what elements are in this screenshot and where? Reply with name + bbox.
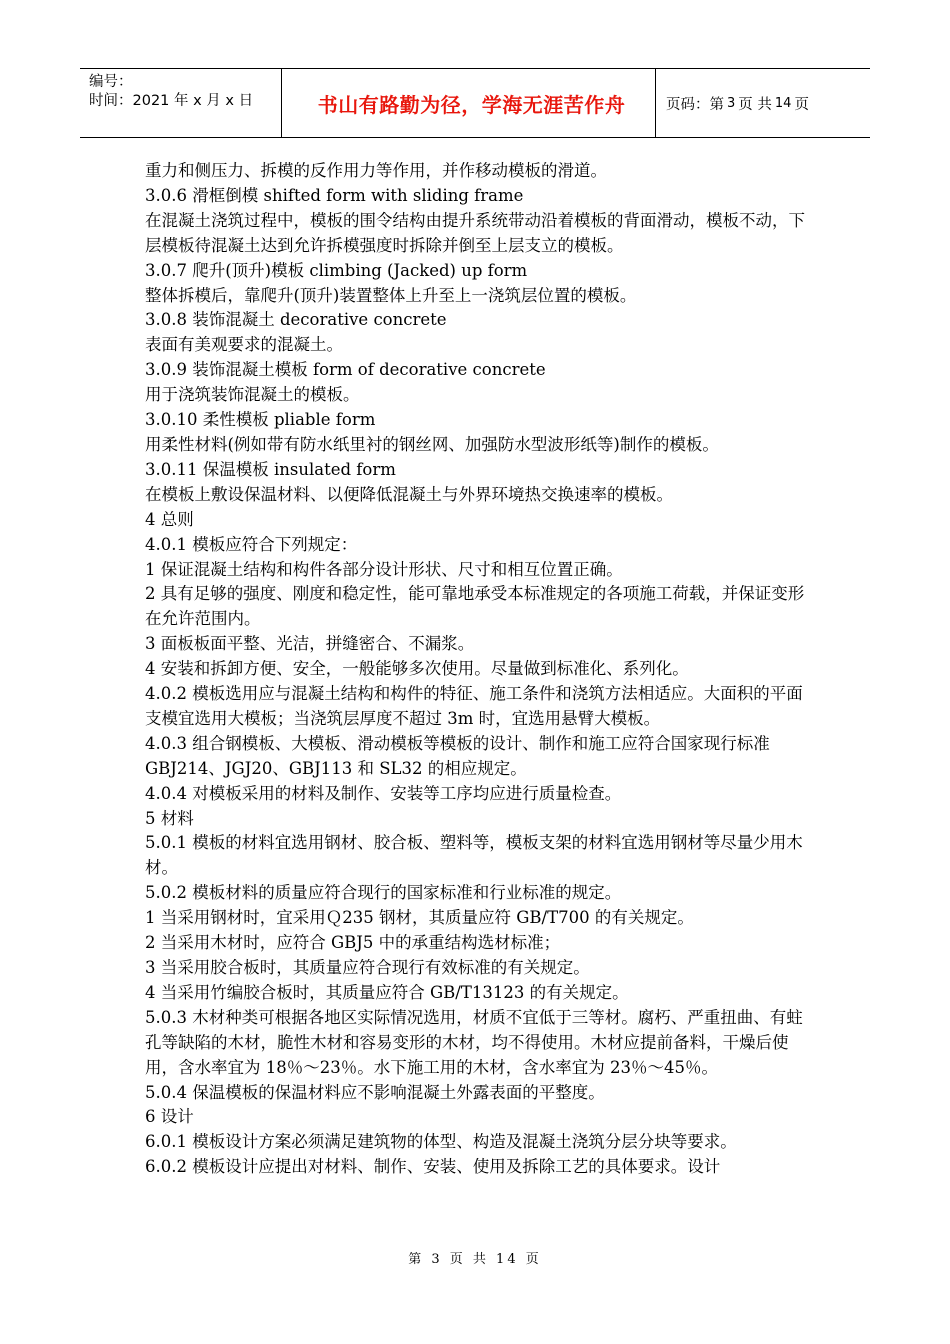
body-paragraph: 整体拆模后，靠爬升(顶升)装置整体上升至上一浇筑层位置的模板。: [145, 285, 637, 305]
header-page-info: [656, 69, 870, 137]
body-paragraph: 用柔性材料(例如带有防水纸里衬的钢丝网、加强防水型波形纸等)制作的模板。: [145, 434, 719, 454]
body-paragraph: 3.0.11 保温模板 insulated form: [145, 459, 396, 479]
body-paragraph: 5.0.4 保温模板的保温材料应不影响混凝土外露表面的平整度。: [145, 1082, 605, 1102]
body-paragraph: 4.0.2 模板选用应与混凝土结构和构件的特征、施工条件和浇筑方法相适应。大面积的平面支模宜选用大模板；当浇筑层厚度不超过 3m 时，宜选用悬臂大模板。: [145, 684, 803, 728]
body-paragraph: 在混凝土浇筑过程中，模板的围令结构由提升系统带动沿着模板的背面滑动，模板不动，下层模板待混凝土达到允许拆模强度时拆除并倒至上层支立的模板。: [145, 210, 805, 255]
body-paragraph: 表面有美观要求的混凝土。: [145, 335, 343, 355]
body-paragraph: 6 设计: [145, 1107, 194, 1127]
body-paragraph: 用于浇筑装饰混凝土的模板。: [145, 385, 360, 405]
document-body: [145, 159, 817, 1180]
document-number-label: 编号：: [89, 74, 133, 90]
body-paragraph: 1 当采用钢材时，宜采用Ｑ235 钢材，其质量应符 GB/T700 的有关规定。: [145, 908, 694, 928]
body-paragraph: 3.0.7 爬升(顶升)模板 climbing (Jacked) up form: [145, 260, 528, 280]
header-motto: 书山有路勤为径，学海无涯苦作舟: [317, 92, 626, 117]
body-paragraph: 4.0.4 对模板采用的材料及制作、安装等工序均应进行质量检查。: [145, 783, 622, 803]
body-paragraph: 4.0.3 组合钢模板、大模板、滑动模板等模板的设计、制作和施工应符合国家现行标准 GBJ214、JGJ20、GBJ113 和 SL32 的相应规定。: [145, 733, 770, 778]
page-total: 14: [774, 95, 792, 111]
body-paragraph: 重力和侧压力、拆模的反作用力等作用，并作移动模板的滑道。: [145, 161, 607, 180]
body-paragraph: 3.0.10 柔性模板 pliable form: [145, 410, 376, 430]
document-date: 时间：2021 年 x 月 x 日: [89, 93, 254, 109]
page-footer: 第 3 页 共 14 页: [408, 1252, 542, 1267]
header-motto-cell: [282, 69, 656, 137]
body-paragraph: 4 安装和拆卸方便、安全，一般能够多次使用。尽量做到标准化、系列化。: [145, 659, 689, 679]
body-paragraph: 3.0.6 滑框倒模 shifted form with sliding frame: [145, 185, 524, 205]
body-paragraph: 2 具有足够的强度、刚度和稳定性，能可靠地承受本标准规定的各项施工荷载，并保证变形在允许范围内。: [145, 584, 805, 629]
body-paragraph: 3 面板板面平整、光洁，拼缝密合、不漏浆。: [145, 634, 475, 654]
page-mid: 页 共: [738, 96, 772, 113]
body-paragraph: 3.0.9 装饰混凝土模板 form of decorative concrete: [145, 360, 546, 380]
page-current: 3: [727, 95, 736, 111]
body-paragraph: 6.0.1 模板设计方案必须满足建筑物的体型、构造及混凝土浇筑分层分块等要求。: [145, 1132, 737, 1152]
page-header: [80, 68, 870, 138]
body-paragraph: 在模板上敷设保温材料、以便降低混凝土与外界环境热交换速率的模板。: [145, 484, 673, 504]
body-paragraph: 3.0.8 装饰混凝土 decorative concrete: [145, 310, 447, 330]
body-paragraph: 4 当采用竹编胶合板时，其质量应符合 GB/T13123 的有关规定。: [145, 982, 629, 1002]
body-paragraph: 5.0.1 模板的材料宜选用钢材、胶合板、塑料等，模板支架的材料宜选用钢材等尽量少用木材。: [145, 833, 803, 878]
body-paragraph: 5.0.2 模板材料的质量应符合现行的国家标准和行业标准的规定。: [145, 883, 622, 903]
body-paragraph: 5 材料: [145, 808, 194, 828]
body-paragraph: 2 当采用木材时，应符合 GBJ5 中的承重结构选材标准；: [145, 933, 561, 953]
body-paragraph: 5.0.3 木材种类可根据各地区实际情况选用，材质不宜低于三等材。腐朽、严重扭曲、有蛀孔等缺陷的木材，脆性木材和容易变形的木材，均不得使用。木材应提前备料，干燥后使用，含水率宜为 18％～23％。水下施工用的木材，含水率宜为 23％～45％。: [145, 1007, 803, 1077]
header-meta: [80, 69, 282, 137]
body-paragraph: 4.0.1 模板应符合下列规定：: [145, 534, 358, 554]
body-paragraph: 3 当采用胶合板时，其质量应符合现行有效标准的有关规定。: [145, 958, 590, 977]
body-paragraph: 4 总则: [145, 509, 194, 529]
page-suffix: 页: [794, 96, 809, 113]
body-paragraph: 6.0.2 模板设计应提出对材料、制作、安装、使用及拆除工艺的具体要求。设计: [145, 1157, 721, 1177]
body-paragraph: 1 保证混凝土结构和构件各部分设计形状、尺寸和相互位置正确。: [145, 559, 623, 579]
page-prefix: 页码：第: [666, 96, 724, 113]
